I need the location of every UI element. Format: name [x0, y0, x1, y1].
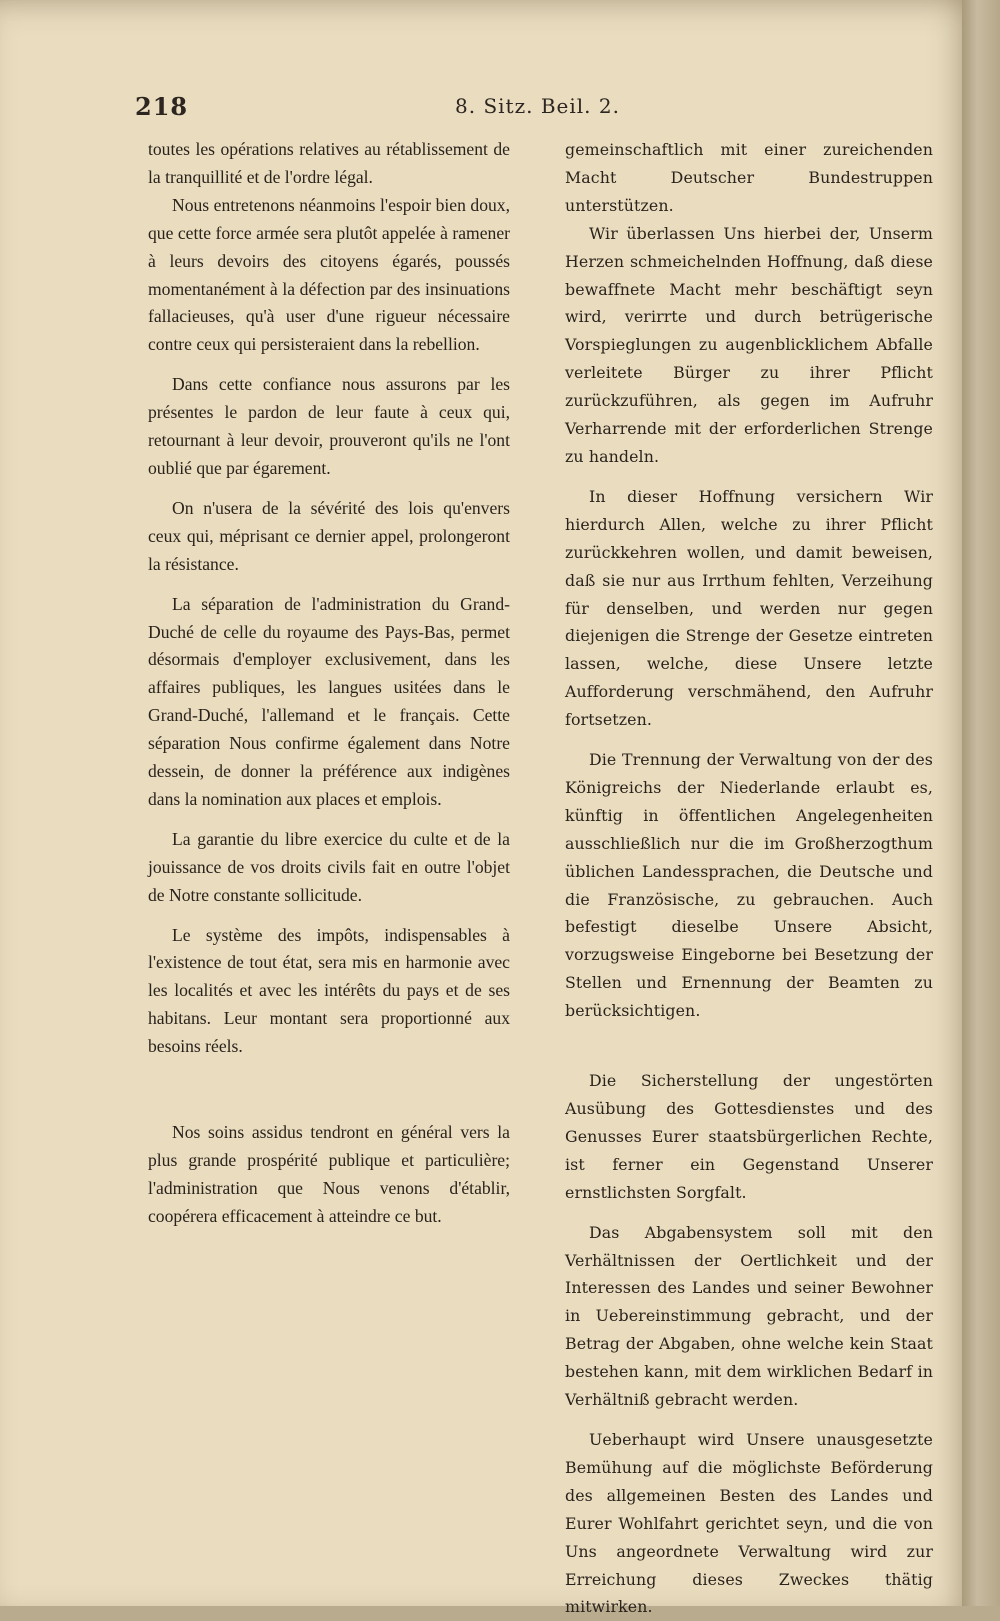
german-paragraph: Das Abgabensystem soll mit den Verhältnissen der Oertlichkeit und der Interessen des Landes und seiner Bewohner in Uebereinstimmung gebracht, und der Betrag der Abgaben, ohne welche kein Staat bestehen kann, mit dem wirklichen Bedarf in Verhältniß gebracht werden.	[565, 1222, 933, 1410]
french-paragraph: Nos soins assidus tendront en général vers la plus grande prospérité publique et particulière; l'administration que Nous venons d'établir, coopérera efficacement à atteindre ce but.	[148, 1122, 510, 1226]
french-paragraph: Nous entretenons néanmoins l'espoir bien doux, que cette force armée sera plutôt appelée à ramener à leurs devoirs des citoyens égarés, poussés momentanément à la défection par des insinuations fallacieuses, qu'à user d'une rigueur nécessaire contre ceux qui persisteraient dans la rebellion.	[148, 194, 510, 355]
german-paragraph: gemeinschaftlich mit einer zureichenden Macht Deutscher Bundestruppen unterstützen.	[565, 140, 933, 215]
french-paragraph: La garantie du libre exercice du culte et de la jouissance de vos droits civils fait en outre l'objet de Notre constante sollicitude.	[148, 828, 510, 905]
french-paragraph: Dans cette confiance nous assurons par les présentes le pardon de leur faute à ceux qui, retournant à leur devoir, prouveront qu'ils ne l'ont oublié que par égarement.	[148, 374, 510, 478]
german-column	[565, 136, 933, 1621]
french-paragraph: On n'usera de la sévérité des lois qu'envers ceux qui, méprisant ce dernier appel, prolongeront la résistance.	[148, 497, 510, 574]
page-header	[135, 92, 930, 122]
book-edge	[962, 0, 1000, 1606]
german-paragraph: Wir überlassen Uns hierbei der, Unserm Herzen schmeichelnden Hoffnung, daß diese bewaffnete Macht mehr beschäftigt seyn wird, verirrte und durch betrügerische Vorspieglungen zu augenblicklichem Abfalle verleitete Bürger zu ihrer Pflicht zurückzuführen, als gegen im Aufruhr Verharrende mit der erforderlichen Strenge zu handeln.	[565, 223, 933, 466]
french-paragraph: La séparation de l'administration du Grand-Duché de celle du royaume des Pays-Bas, permet désormais d'employer exclusivement, dans les affaires publiques, les langues usitées dans le Grand-Duché, l'allemand et le français. Cette séparation Nous confirme également dans Notre dessein, de donner la préférence aux indigènes dans la nomination aux places et emplois.	[148, 593, 510, 809]
german-paragraph: Ueberhaupt wird Unsere unausgesetzte Bemühung auf die möglichste Beförderung des allgemeinen Besten des Landes und Eurer Wohlfahrt gerichtet seyn, und die von Uns angeordnete Verwaltung wird zur Erreichung dieses Zweckes thätig mitwirken.	[565, 1429, 933, 1617]
german-paragraph: Die Trennung der Verwaltung von der des Königreichs der Niederlande erlaubt es, künftig in öffentlichen Angelegenheiten ausschließlich nur die im Großherzogthum üblichen Landessprachen, die Deutsche und die Französische, zu gebrauchen. Auch befestigt dieselbe Unsere Absicht, vorzugsweise Eingeborne bei Besetzung der Stellen und Ernennung der Beamten zu berücksichtigen.	[565, 750, 933, 1021]
running-head: 8. Sitz. Beil. 2.	[455, 94, 620, 118]
german-paragraph: Die Sicherstellung der ungestörten Ausübung des Gottesdienstes und des Genusses Eurer staatsbürgerlichen Rechte, ist ferner ein Gegenstand Unserer ernstlichsten Sorgfalt.	[565, 1071, 933, 1202]
german-paragraph: In dieser Hoffnung versichern Wir hierdurch Allen, welche zu ihrer Pflicht zurückkehren wollen, und damit beweisen, daß sie nur aus Irrthum fehlten, Verzeihung für denselben, und werden nur gegen diejenigen die Strenge der Gesetze eintreten lassen, welche, diese Unsere letzte Aufforderung verschmähend, den Aufruhr fortsetzen.	[565, 486, 933, 730]
french-column	[148, 136, 510, 1231]
french-paragraph: Le système des impôts, indispensables à l'existence de tout état, sera mis en harmonie avec les localités et avec les intérêts du pays et de ses habitans. Leur montant sera proportionné aux besoins réels.	[148, 924, 510, 1057]
french-paragraph: toutes les opérations relatives au rétablissement de la tranquillité et de l'ordre légal.	[148, 139, 510, 187]
page-number: 218	[135, 92, 189, 121]
